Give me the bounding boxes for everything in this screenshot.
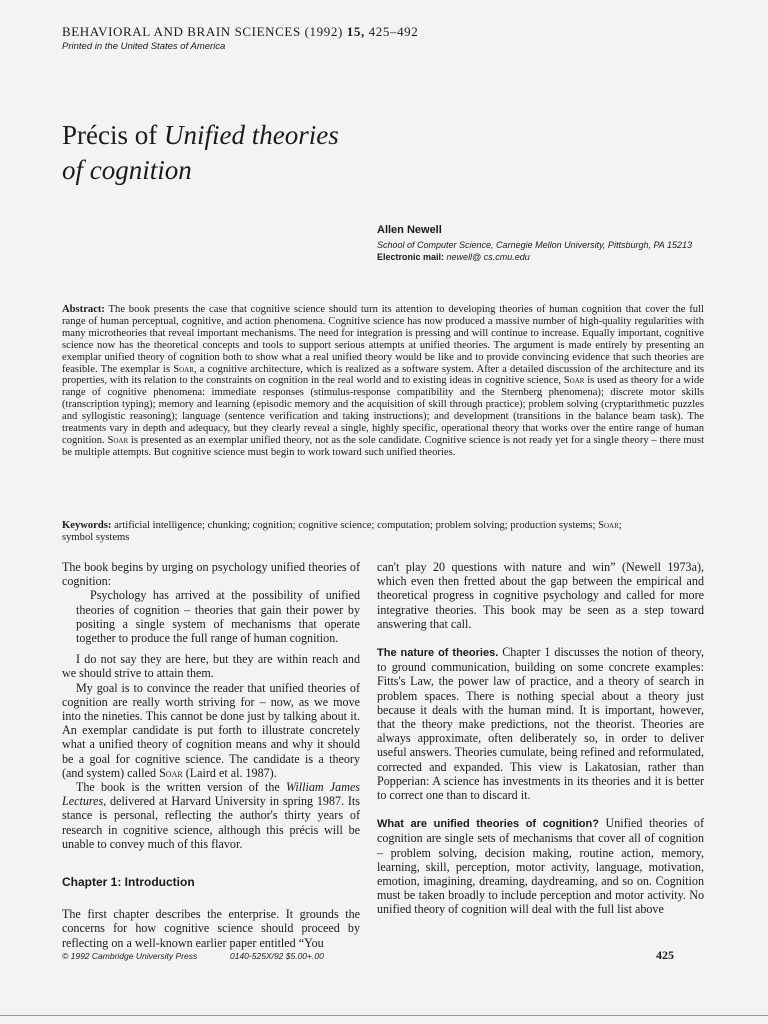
left-column (62, 560, 360, 950)
abstract-soar-1: Soar (173, 363, 194, 375)
nature-heading: The nature of theories. (377, 647, 499, 660)
book-text-b: , delivered at Harvard University in spring 1987. Its stance is personal, reflecting the author's thirty years of research in cognitive science, although this précis will be unable to convey much of this flavor. (62, 794, 360, 851)
journal-volume: 15, (346, 24, 365, 39)
continuation-paragraph: can't play 20 questions with nature and win” (Newell 1973a), which even then fretted about the gap between the empirical and theoretical progress in cognitive psychology and called for more integrative theories. This book may be seen as a step toward answering that call. (377, 560, 704, 631)
chapter-heading: Chapter 1: Introduction (62, 875, 195, 890)
journal-header (62, 24, 702, 52)
goal-text: My goal is to convince the reader that unified theories of cognition are really worth striving for – now, as we move into the nineties. This cannot be done just by talking about it. An exemplar candidate is put forth to illustrate concretely what a unified theory of cognition means and why it should be a goal for cognitive science. The candidate is a theory (and system) called (62, 680, 360, 780)
journal-pages: 425–492 (368, 24, 419, 39)
book-lectures-italic: William James Lectures (62, 780, 361, 809)
within-reach-paragraph: I do not say they are here, but they are within reach and we should strive to attain them. (62, 652, 360, 681)
abstract-text-4: is presented as an exemplar unified theory, not as the sole candidate. Cognitive science is not ready yet for a single theory – there must be multiple attempts. But cognitive science must begin to work toward such unified theories. (62, 434, 705, 458)
journal-citation (62, 24, 702, 40)
email-address: newell@ cs.cmu.edu (446, 252, 530, 262)
goal-soar: Soar (159, 765, 183, 780)
goal-citation: (Laird et al. 1987). (185, 765, 277, 780)
nature-paragraph (377, 645, 704, 802)
book-paragraph (62, 780, 360, 851)
chapter-paragraph: The first chapter describes the enterprise. It grounds the concerns for how cognitive science should proceed by reflecting on a well-known earlier paper entitled “You (62, 907, 360, 950)
abstract-text-2: , a cognitive architecture, which is realized as a software system. After a detailed discussion of the architecture and its properties, with its relation to the constraints on cognition in the real world and to existing ideas in cognitive science, (62, 363, 705, 387)
keywords-text: artificial intelligence; chunking; cognition; cognitive science; computation; problem solving; production systems; (114, 520, 596, 531)
goal-paragraph (62, 681, 360, 780)
keywords-text-2: symbol systems (62, 532, 130, 543)
printed-note: Printed in the United States of America (62, 41, 226, 52)
book-text-a: The book is the written version of the (76, 780, 280, 795)
abstract-soar-3: Soar (107, 434, 129, 446)
email-label: Electronic mail: (377, 252, 445, 262)
keywords-soar: Soar; (598, 520, 622, 531)
author-block (377, 224, 707, 263)
right-column (377, 560, 704, 917)
unified-paragraph (377, 816, 704, 916)
author-affiliation: School of Computer Science, Carnegie Mellon University, Pittsburgh, PA 15213 (377, 240, 692, 250)
copyright: © 1992 Cambridge University Press (62, 951, 198, 961)
title-italic-1: Unified theories (163, 120, 339, 150)
abstract-soar-2: Soar (563, 375, 585, 387)
keywords-label: Keywords: (62, 520, 112, 531)
author-email (377, 251, 707, 263)
page-footer (62, 948, 704, 964)
issn: 0140-525X/92 $5.00+.00 (230, 951, 324, 961)
abstract-text-3: is used as theory for a wide range of cognitive phenomena: immediate responses (stimulus-response compatibility and the Sternberg phenomena); discrete motor skills (transcription typing); memory and learning (episodic memory and the acquisition of skill through practice); problem solving (cryptarithmetic puzzles and syllogistic reasoning); language (sentence verification and taking instructions); and development (transitions in the balance beam task). The treatments vary in depth and adequacy, but they clearly reveal a single, highly specific, operational theory that works over the entire range of human cognition. (62, 375, 704, 446)
abstract-label: Abstract: (62, 304, 105, 315)
abstract-text-1: The book presents the case that cognitive science should turn its attention to developing theories of human cognition that cover the full range of human perceptual, cognitive, and action phenomena. Cognitive science has now produced a massive number of high-quality regularities with many microtheories that reveal important mechanisms. The need for integration is pressing and will continue to increase. Equally important, cognitive science now has the theoretical concepts and tools to support serious attempts at unified theories. The argument is made entirely by presenting an exemplar unified theory of cognition both to show what a real unified theory would be like and to provide convincing evidence that such theories are feasible. The exemplar is (62, 304, 704, 375)
page-number: 425 (656, 948, 674, 962)
intro-paragraph: The book begins by urging on psychology unified theories of cognition: (62, 560, 360, 589)
title-italic-2: of cognition (62, 155, 192, 185)
abstract (62, 304, 704, 459)
author-name: Allen Newell (377, 224, 442, 236)
block-quote: Psychology has arrived at the possibility of unified theories of cognition – theories that gain their power by positing a single system of mechanisms that operate together to produce the full range of human cognition. (76, 588, 360, 646)
journal-name: BEHAVIORAL AND BRAIN SCIENCES (1992) (62, 24, 343, 39)
bottom-rule (0, 1015, 768, 1016)
nature-text: Chapter 1 discusses the notion of theory, to ground communication, building on some concrete examples: Fitts's Law, the power law of practice, and a theory of search in problem spaces. There is nothing special about a theory just because it deals with the human mind. It is important, however, that the theory make predictions, not the theorist. Theories are always approximate, often deliberately so, in order to deliver useful answers. Theories cumulate, being refined and reformulated, corrected and expanded. This view is Lakatosian, rather than Popperian: A science has investments in its theories and it is better to correct one than to discard it. (377, 645, 704, 803)
article-title (62, 118, 482, 188)
unified-text: Unified theories of cognition are single sets of mechanisms that cover all of cognition – problem solving, decision making, routine action, memory, learning, skill, perception, motor activity, language, motivation, emotion, imagining, dreaming, daydreaming, and so on. Cognition must be taken broadly to include perception and motor activity. No unified theory of cognition will deal with the full list above (377, 816, 704, 917)
unified-heading: What are unified theories of cognition? (377, 818, 599, 831)
title-roman: Précis of (62, 120, 164, 150)
keywords (62, 520, 704, 544)
